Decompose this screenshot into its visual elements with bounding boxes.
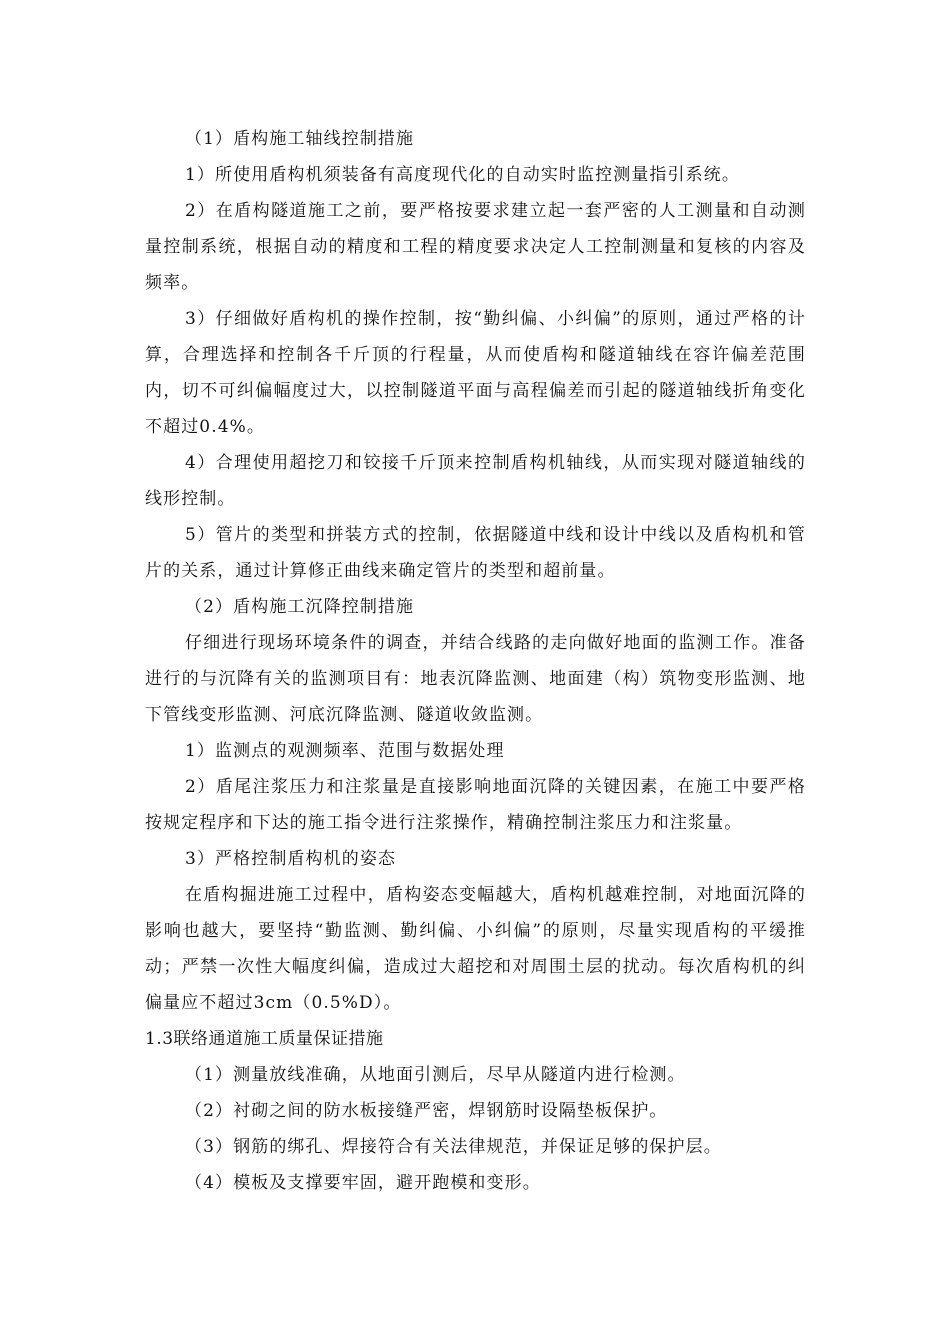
- paragraph-settlement-item-2: 2）盾尾注浆压力和注浆量是直接影响地面沉降的关键因素，在施工中要严格按规定程序和下达的施工指令进行注浆操作，精确控制注浆压力和注浆量。: [145, 777, 806, 833]
- paragraph-item-5: 5）管片的类型和拼装方式的控制，依据隧道中线和设计中线以及盾构机和管片的关系，通过计算修正曲线来确定管片的类型和超前量。: [145, 525, 806, 581]
- paragraph-settlement-item-1: 1）监测点的观测频率、范围与数据处理: [185, 741, 505, 761]
- subsection-heading-settlement-control: （2）盾构施工沉降控制措施: [185, 597, 415, 617]
- paragraph-item-2: 2）在盾构隧道施工之前，要严格按要求建立起一套严密的人工测量和自动测量控制系统，根据自动的精度和工程的精度要求决定人工控制测量和复核的内容及频率。: [145, 201, 806, 293]
- paragraph-passage-item-3: （3）钢筋的绑孔、焊接符合有关法律规范，并保证足够的保护层。: [185, 1137, 722, 1157]
- paragraph-passage-item-2: （2）衬砌之间的防水板接缝严密，焊钢筋时设隔垫板保护。: [185, 1101, 668, 1121]
- paragraph-passage-item-4: （4）模板及支撑要牢固，避开跑模和变形。: [185, 1173, 541, 1193]
- section-heading-1-3: 1.3联络通道施工质量保证措施: [145, 1029, 384, 1049]
- paragraph-item-4: 4）合理使用超挖刀和铰接千斤顶来控制盾构机轴线，从而实现对隧道轴线的线形控制。: [145, 453, 806, 509]
- paragraph-settlement-item-3: 3）严格控制盾构机的姿态: [185, 849, 397, 869]
- paragraph-item-1: 1）所使用盾构机须装备有高度现代化的自动实时监控测量指引系统。: [185, 165, 740, 185]
- paragraph-attitude-control: 在盾构掘进施工过程中，盾构姿态变幅越大，盾构机越难控制，对地面沉降的影响也越大，要坚持“勤监测、勤纠偏、小纠偏”的原则，尽量实现盾构的平缓推动；严禁一次性大幅度纠偏，造成过大超挖和对周围土层的扰动。每次盾构机的纠偏量应不超过3cm（0.5%D）。: [145, 885, 806, 1013]
- document-body: [145, 121, 806, 1201]
- paragraph-item-3: 3）仔细做好盾构机的操作控制，按“勤纠偏、小纠偏”的原则，通过严格的计算，合理选择和控制各千斤顶的行程量，从而使盾构和隧道轴线在容许偏差范围内，切不可纠偏幅度过大，以控制隧道平面与高程偏差而引起的隧道轴线折角变化不超过0.4%。: [145, 309, 806, 437]
- paragraph-passage-item-1: （1）测量放线准确，从地面引测后，尽早从隧道内进行检测。: [185, 1065, 686, 1085]
- subsection-heading-axis-control: （1）盾构施工轴线控制措施: [185, 129, 415, 149]
- paragraph-settlement-intro: 仔细进行现场环境条件的调查，并结合线路的走向做好地面的监测工作。准备进行的与沉降有关的监测项目有：地表沉降监测、地面建（构）筑物变形监测、地下管线变形监测、河底沉降监测、隧道收敛监测。: [145, 633, 806, 725]
